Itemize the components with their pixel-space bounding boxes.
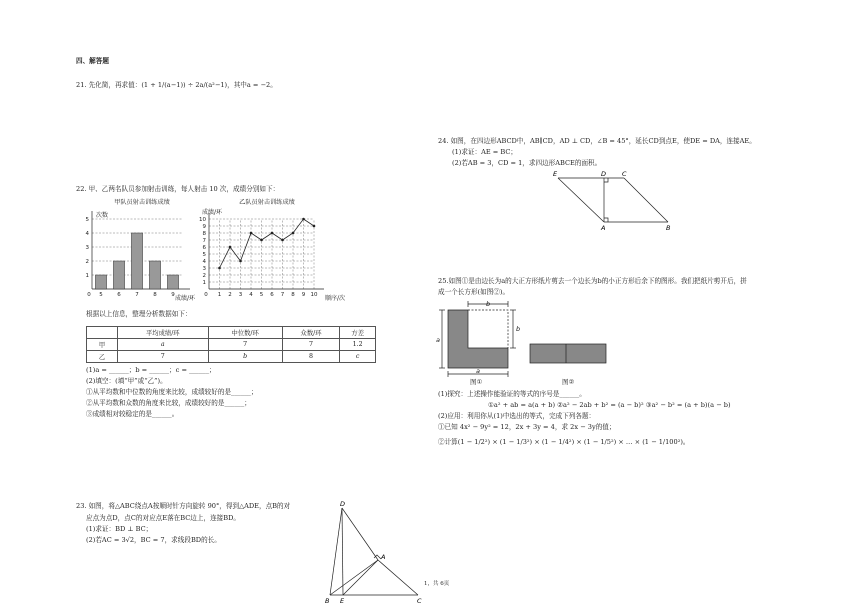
- table-cell: b: [208, 351, 282, 363]
- chart2-point: [313, 225, 316, 228]
- chart2-y-tick-label: 10: [199, 217, 206, 223]
- q25-label-b-top: b: [486, 300, 491, 308]
- chart2-x-tick-label: 1: [217, 292, 222, 298]
- q22-question-2c: ③成绩相对较稳定的是______。: [86, 410, 179, 418]
- q24-label-E: E: [553, 170, 558, 178]
- q22-question-2: (2)填空：(填“甲”或“乙”)。: [86, 377, 167, 385]
- chart2-series-line: [220, 219, 315, 268]
- chart1-xlabel: 成绩/环: [175, 295, 196, 302]
- chart-yi-line: [197, 197, 362, 305]
- q24-label-B: B: [666, 224, 671, 232]
- chart1-origin-label: 0: [87, 292, 91, 298]
- chart2-x-tick-label: 4: [249, 292, 253, 298]
- chart2-point: [229, 246, 232, 249]
- q24-label-C: C: [622, 170, 627, 178]
- chart2-y-tick-label: 9: [202, 224, 206, 230]
- chart2-title: 乙队员射击训练成绩: [239, 199, 295, 206]
- chart1-y-tick-label: 4: [85, 231, 89, 237]
- q23-line-4: (2)若AC = 3√2，BC = 7，求线段BD的长。: [86, 536, 221, 544]
- chart2-y-tick-label: 4: [202, 259, 206, 265]
- chart1-y-tick-label: 1: [85, 273, 89, 279]
- q23-label-D: D: [340, 500, 346, 508]
- q22-question-2b: ②从平均数和众数的角度来比较，成绩较好的是______；: [86, 399, 251, 407]
- chart2-point: [260, 239, 263, 242]
- chart2-y-tick-label: 5: [202, 252, 206, 258]
- chart2-point: [271, 232, 274, 235]
- q22-question-2a: ①从平均数和中位数的角度来比较，成绩较好的是______；: [86, 388, 258, 396]
- q25-label-a-bottom: a: [476, 367, 480, 375]
- q25-fig2-caption: 图②: [562, 378, 575, 386]
- chart2-x-tick-label: 3: [238, 292, 243, 298]
- table-cell: 8: [282, 351, 340, 363]
- table-cell: 甲: [87, 339, 118, 351]
- chart1-title: 甲队员射击训练成绩: [114, 199, 170, 206]
- table-header-cell: [87, 327, 118, 339]
- chart2-point: [250, 232, 253, 235]
- chart2-origin-label: 0: [204, 292, 208, 298]
- table-row: [87, 339, 376, 351]
- q25-question-2a: ①已知 4x² − 9y² = 12，2x + 3y = 4，求 2x − 3y的值；: [438, 423, 616, 431]
- chart1-y-tick-label: 2: [85, 259, 89, 265]
- table-header-cell: 方差: [340, 327, 376, 339]
- chart1-x-tick-label: 8: [153, 292, 157, 298]
- q25-question-2: (2)应用：利用你从(1)中选出的等式，完成下列各题：: [438, 412, 596, 420]
- table-cell: 7: [118, 351, 209, 363]
- table-header-row: [87, 327, 376, 339]
- table-cell: 7: [208, 339, 282, 351]
- chart1-bar: [95, 275, 106, 289]
- q24-figure: [548, 168, 678, 234]
- chart2-y-tick-label: 3: [202, 266, 206, 272]
- chart1-bar: [167, 275, 178, 289]
- chart2-y-tick-label: 2: [202, 273, 206, 279]
- q21-text: 21. 先化简，再求值：(1 + 1/(a−1)) ÷ 2a/(a²−1)，其中a = −2。: [76, 81, 277, 89]
- chart2-x-tick-label: 2: [228, 292, 232, 298]
- chart2-point: [239, 260, 242, 263]
- chart1-y-tick-label: 3: [85, 245, 89, 251]
- chart2-x-tick-label: 9: [301, 292, 306, 298]
- table-header-cell: 众数/环: [282, 327, 340, 339]
- chart1-x-tick-label: 9: [171, 292, 175, 298]
- chart2-point: [218, 267, 221, 270]
- chart2-point: [281, 239, 284, 242]
- q24-label-A: A: [601, 224, 606, 232]
- chart1-bar: [113, 261, 124, 289]
- q24-line-2: (1)求证：AE = BC；: [452, 148, 518, 156]
- q25-label-b-side: b: [516, 325, 521, 333]
- chart2-y-tick-label: 7: [202, 238, 206, 244]
- table-cell: c: [340, 351, 376, 363]
- table-cell: 1.2: [340, 339, 376, 351]
- q25-figure: [436, 298, 636, 386]
- q25-question-1: (1)探究：上述操作能验证的等式的序号是______。: [438, 390, 586, 398]
- chart-jia-bar: [80, 197, 205, 305]
- chart2-x-tick-label: 10: [310, 292, 318, 298]
- chart1-bar: [149, 261, 160, 289]
- chart2-x-tick-label: 8: [291, 292, 295, 298]
- chart2-point: [302, 218, 305, 221]
- q22-question-1: (1)a = ______；b = ______；c = ______；: [86, 366, 216, 374]
- page-footer: 1，共 6页: [424, 581, 450, 587]
- chart2-x-tick-label: 5: [259, 292, 264, 298]
- table-cell: 7: [282, 339, 340, 351]
- q23-label-E: E: [340, 597, 345, 605]
- q25-options: ①a² + ab = a(a + b) ②a² − 2ab + b² = (a − b)² ③a² − b² = (a + b)(a − b): [488, 401, 731, 409]
- chart2-y-tick-label: 1: [202, 280, 206, 286]
- chart2-y-tick-label: 8: [202, 231, 206, 237]
- chart2-point: [292, 232, 295, 235]
- q25-question-2b: ②计算(1 − 1/2²) × (1 − 1/3²) × (1 − 1/4²) × (1 − 1/5²) × … × (1 − 1/100²)。: [438, 438, 690, 446]
- chart1-ylabel: 次数: [96, 212, 109, 219]
- q25-line-1: 25.如图①是由边长为a的大正方形纸片剪去一个边长为b的小正方形后余下的图形。我们把纸片剪开后，拼: [438, 277, 747, 285]
- table-cell: 乙: [87, 351, 118, 363]
- q24-line-1: 24. 如图，在四边形ABCD中，AB∥CD，AD ⊥ CD，∠B = 45°，延长CD到点E，使DE = DA，连接AE。: [438, 137, 756, 145]
- q24-label-D: D: [601, 170, 607, 178]
- table-header-cell: 中位数/环: [208, 327, 282, 339]
- chart1-x-tick-label: 6: [117, 292, 121, 298]
- q24-line-3: (2)若AB = 3，CD = 1，求四边形ABCE的面积。: [452, 159, 602, 167]
- q23-line-1: 23. 如图，将△ABC绕点A按顺时针方向旋转 90°，得到△ADE，点B的对: [76, 502, 291, 510]
- chart2-x-tick-label: 7: [280, 292, 285, 298]
- q23-line-2: 应点为点D，点C的对应点E落在BC边上，连接BD。: [86, 514, 240, 522]
- table-cell: a: [118, 339, 209, 351]
- q25-line-2: 成一个长方形(如图②)。: [438, 288, 510, 296]
- q23-label-C: C: [417, 597, 422, 605]
- q22-stat-table: [86, 326, 376, 363]
- chart1-y-tick-label: 5: [85, 217, 89, 223]
- chart2-y-tick-label: 6: [202, 245, 206, 251]
- chart1-x-tick-label: 5: [99, 292, 103, 298]
- section-title: 四、解答题: [76, 57, 109, 65]
- q23-label-A: A: [381, 553, 386, 561]
- table-header-cell: 平均成绩/环: [118, 327, 209, 339]
- chart2-x-tick-label: 6: [270, 292, 274, 298]
- table-row: [87, 351, 376, 363]
- q23-label-B: B: [325, 597, 330, 605]
- chart1-x-tick-label: 7: [135, 292, 139, 298]
- chart1-bar: [131, 233, 142, 289]
- q22-analysis-note: 根据以上信息，整理分析数据如下：: [86, 310, 192, 318]
- chart2-ylabel: 成绩/环: [202, 209, 223, 216]
- q25-label-a-left: a: [436, 336, 440, 344]
- q23-figure: [322, 498, 432, 608]
- q25-fig1-caption: 图①: [470, 378, 483, 386]
- q22-intro: 22. 甲、乙两名队员参加射击训练，每人射击 10 次，成绩分别如下：: [76, 185, 280, 193]
- chart2-xlabel: 顺序/次: [325, 295, 346, 302]
- q23-line-3: (1)求证：BD ⊥ BC；: [86, 525, 153, 533]
